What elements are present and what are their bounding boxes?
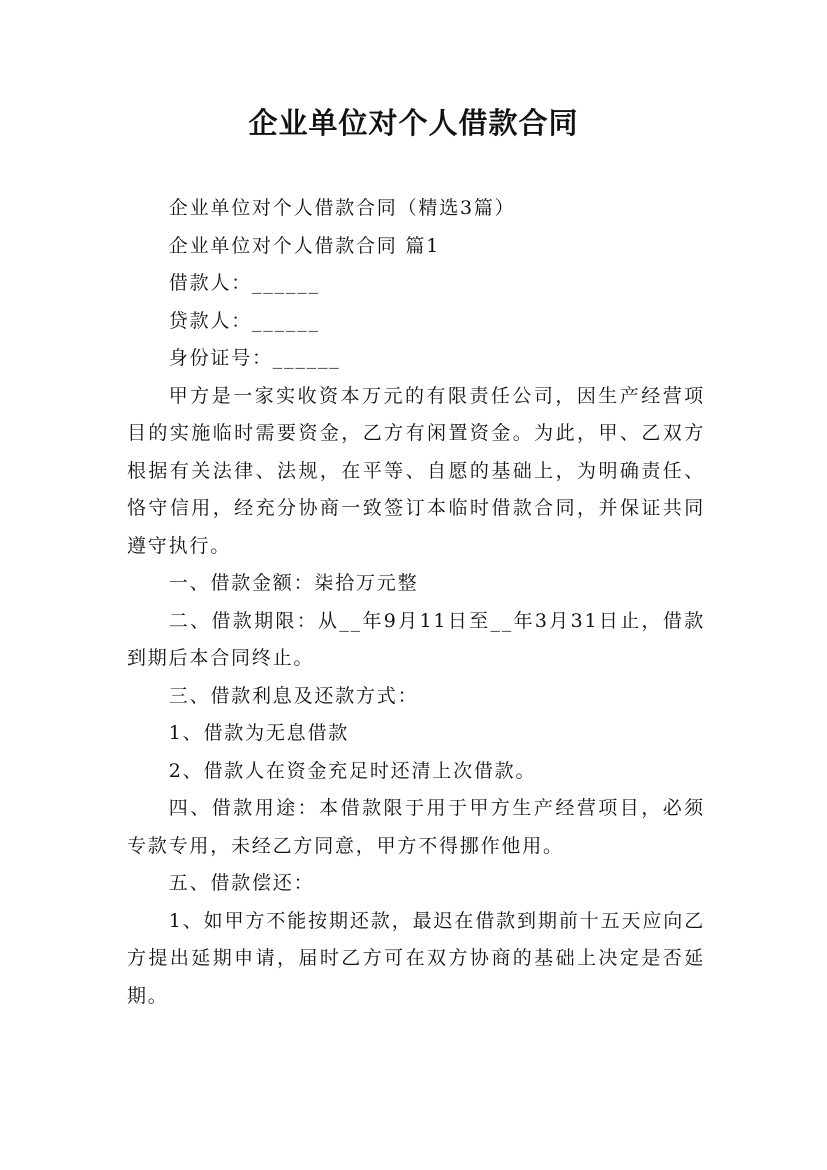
paragraph-repayment-item-1: 1、如甲方不能按期还款，最迟在借款到期前十五天应向乙方提出延期申请，届时乙方可在双方协商的基础上决定是否延期。 <box>127 909 705 1007</box>
paragraph-id-number: 身份证号：______ <box>168 347 341 369</box>
document-title: 企业单位对个人借款合同 <box>248 106 579 140</box>
paragraph-repayment-heading: 五、借款偿还： <box>168 872 315 894</box>
paragraph-interest-heading: 三、借款利息及还款方式： <box>168 684 419 707</box>
paragraph-loan-purpose: 四、借款用途：本借款限于用于甲方生产经营项目，必须专款专用，未经乙方同意，甲方不得挪作他用。 <box>127 797 705 857</box>
paragraph-borrower: 借款人：______ <box>168 272 320 294</box>
document-body <box>127 190 705 1015</box>
paragraph-loan-amount: 一、借款金额：柒拾万元整 <box>168 572 419 594</box>
paragraph-lender: 贷款人：______ <box>168 309 320 332</box>
paragraph-loan-term: 二、借款期限：从__年9月11日至__年3月31日止，借款到期后本合同终止。 <box>127 609 705 669</box>
paragraph-preamble: 甲方是一家实收资本万元的有限责任公司，因生产经营项目的实施临时需要资金，乙方有闲置资金。为此，甲、乙双方根据有关法律、法规，在平等、自愿的基础上，为明确责任、恪守信用，经充分协商一致签订本临时借款合同，并保证共同遵守执行。 <box>127 384 705 557</box>
paragraph-interest-item-2: 2、借款人在资金充足时还清上次借款。 <box>168 759 537 782</box>
paragraph-section-heading: 企业单位对个人借款合同 篇1 <box>168 234 441 257</box>
paragraph-interest-item-1: 1、借款为无息借款 <box>168 722 350 744</box>
paragraph-subtitle: 企业单位对个人借款合同（精选3篇） <box>168 197 516 219</box>
